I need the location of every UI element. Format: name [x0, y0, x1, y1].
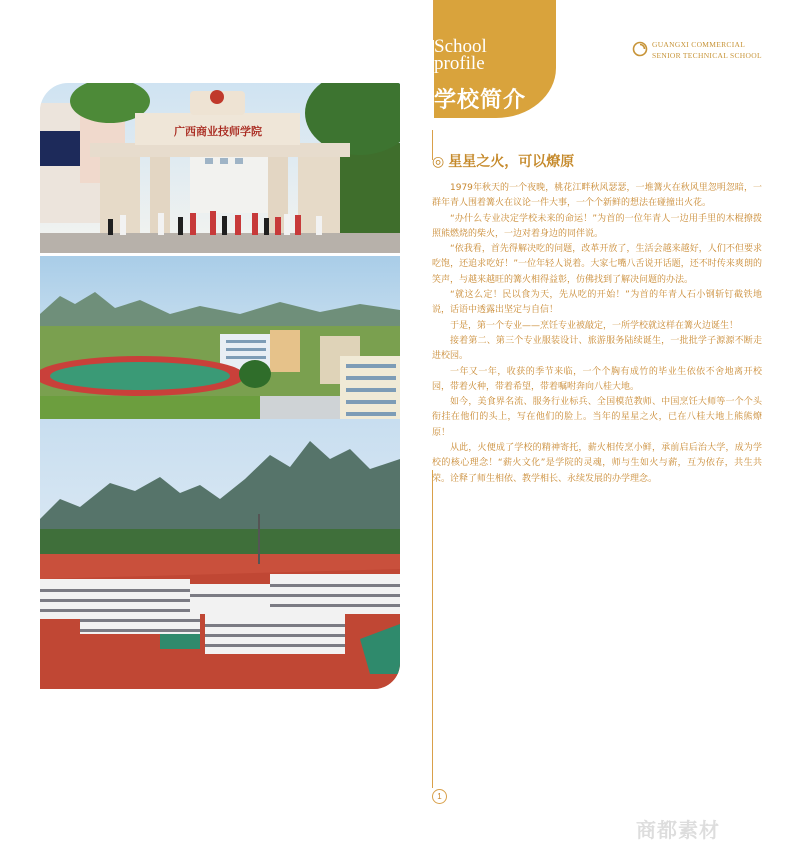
section-title [432, 151, 574, 171]
section-title-text: 星星之火，可以燎原 [448, 154, 575, 170]
paragraph: 从此，火便成了学校的精神寄托，薪火相传烹小鲜，承前启后治大学，成为学校的核心理念！“薪火文化”是学院的灵魂，师与生如火与薪，互为依存，共生共荣。诠释了师生相依、教学相长、永续发展的办学理念。 [432, 443, 762, 484]
paragraph: 如今，美食界名流、服务行业标兵、全国模范教师、中国烹饪大师等一个个头衔挂在他们的头上，写在他们的脸上。当年的星星之火，已在八桂大地上熊熊燎原！ [432, 397, 762, 438]
paragraph: “办什么专业决定学校未来的命运！”为首的一位年青人一边用手里的木棍撩拨照熊燃烧的柴火，一边对着身边的同伴说。 [432, 213, 762, 239]
student-assembly-photo [40, 419, 400, 689]
paragraph: 于是，第一个专业——烹饪专业被敲定，一所学校就这样在篝火边诞生！ [450, 320, 739, 331]
school-english-name: GUANGXI COMMERCIAL SENIOR TECHNICAL SCHOOL [652, 40, 762, 60]
paragraph: “依我看，首先得解决吃的问题，改革开放了，生活会越来越好，人们不但要求吃饱，还追求吃好！”一位年轻人说着。大家七嘴八舌说开话题，还不时传来爽朗的笑声，与越来越旺的篝火相得益彰，仿佛找到了解决问题的办法。 [432, 244, 762, 285]
page-number: 1 [432, 789, 447, 804]
campus-aerial-photo [40, 256, 400, 428]
divider-line-bottom [432, 470, 433, 788]
body-text [432, 181, 762, 487]
paragraph: 1979年秋天的一个夜晚，桃花江畔秋风瑟瑟，一堆篝火在秋风里忽明忽暗，一群年青人围着篝火在议论一件大事，一个个新鲜的想法在碰撞出火花。 [432, 183, 762, 209]
header-english-title: School profile [434, 36, 487, 74]
paragraph: 一年又一年，收获的季节来临，一个个胸有成竹的毕业生依依不舍地离开校园，带着火种，带着希望，带着嘱咐奔向八桂大地。 [432, 366, 762, 392]
circle-bullet-icon: ◎ [432, 154, 445, 170]
school-gate-photo [40, 83, 400, 253]
gate-sign: 广西商业技师学院 [174, 125, 262, 138]
watermark: 商都素材 [636, 818, 720, 842]
paragraph: 接着第二、第三个专业服装设计、旅游服务陆续诞生，一批批学子源源不断走进校园。 [432, 335, 762, 362]
paragraph: “就这么定！民以食为天，先从吃的开始！”为首的年青人石小钢斩钉截铁地说，话语中透露出坚定与自信！ [432, 290, 762, 316]
header-chinese-title: 学校简介 [434, 87, 527, 113]
school-logo-icon [632, 41, 648, 57]
